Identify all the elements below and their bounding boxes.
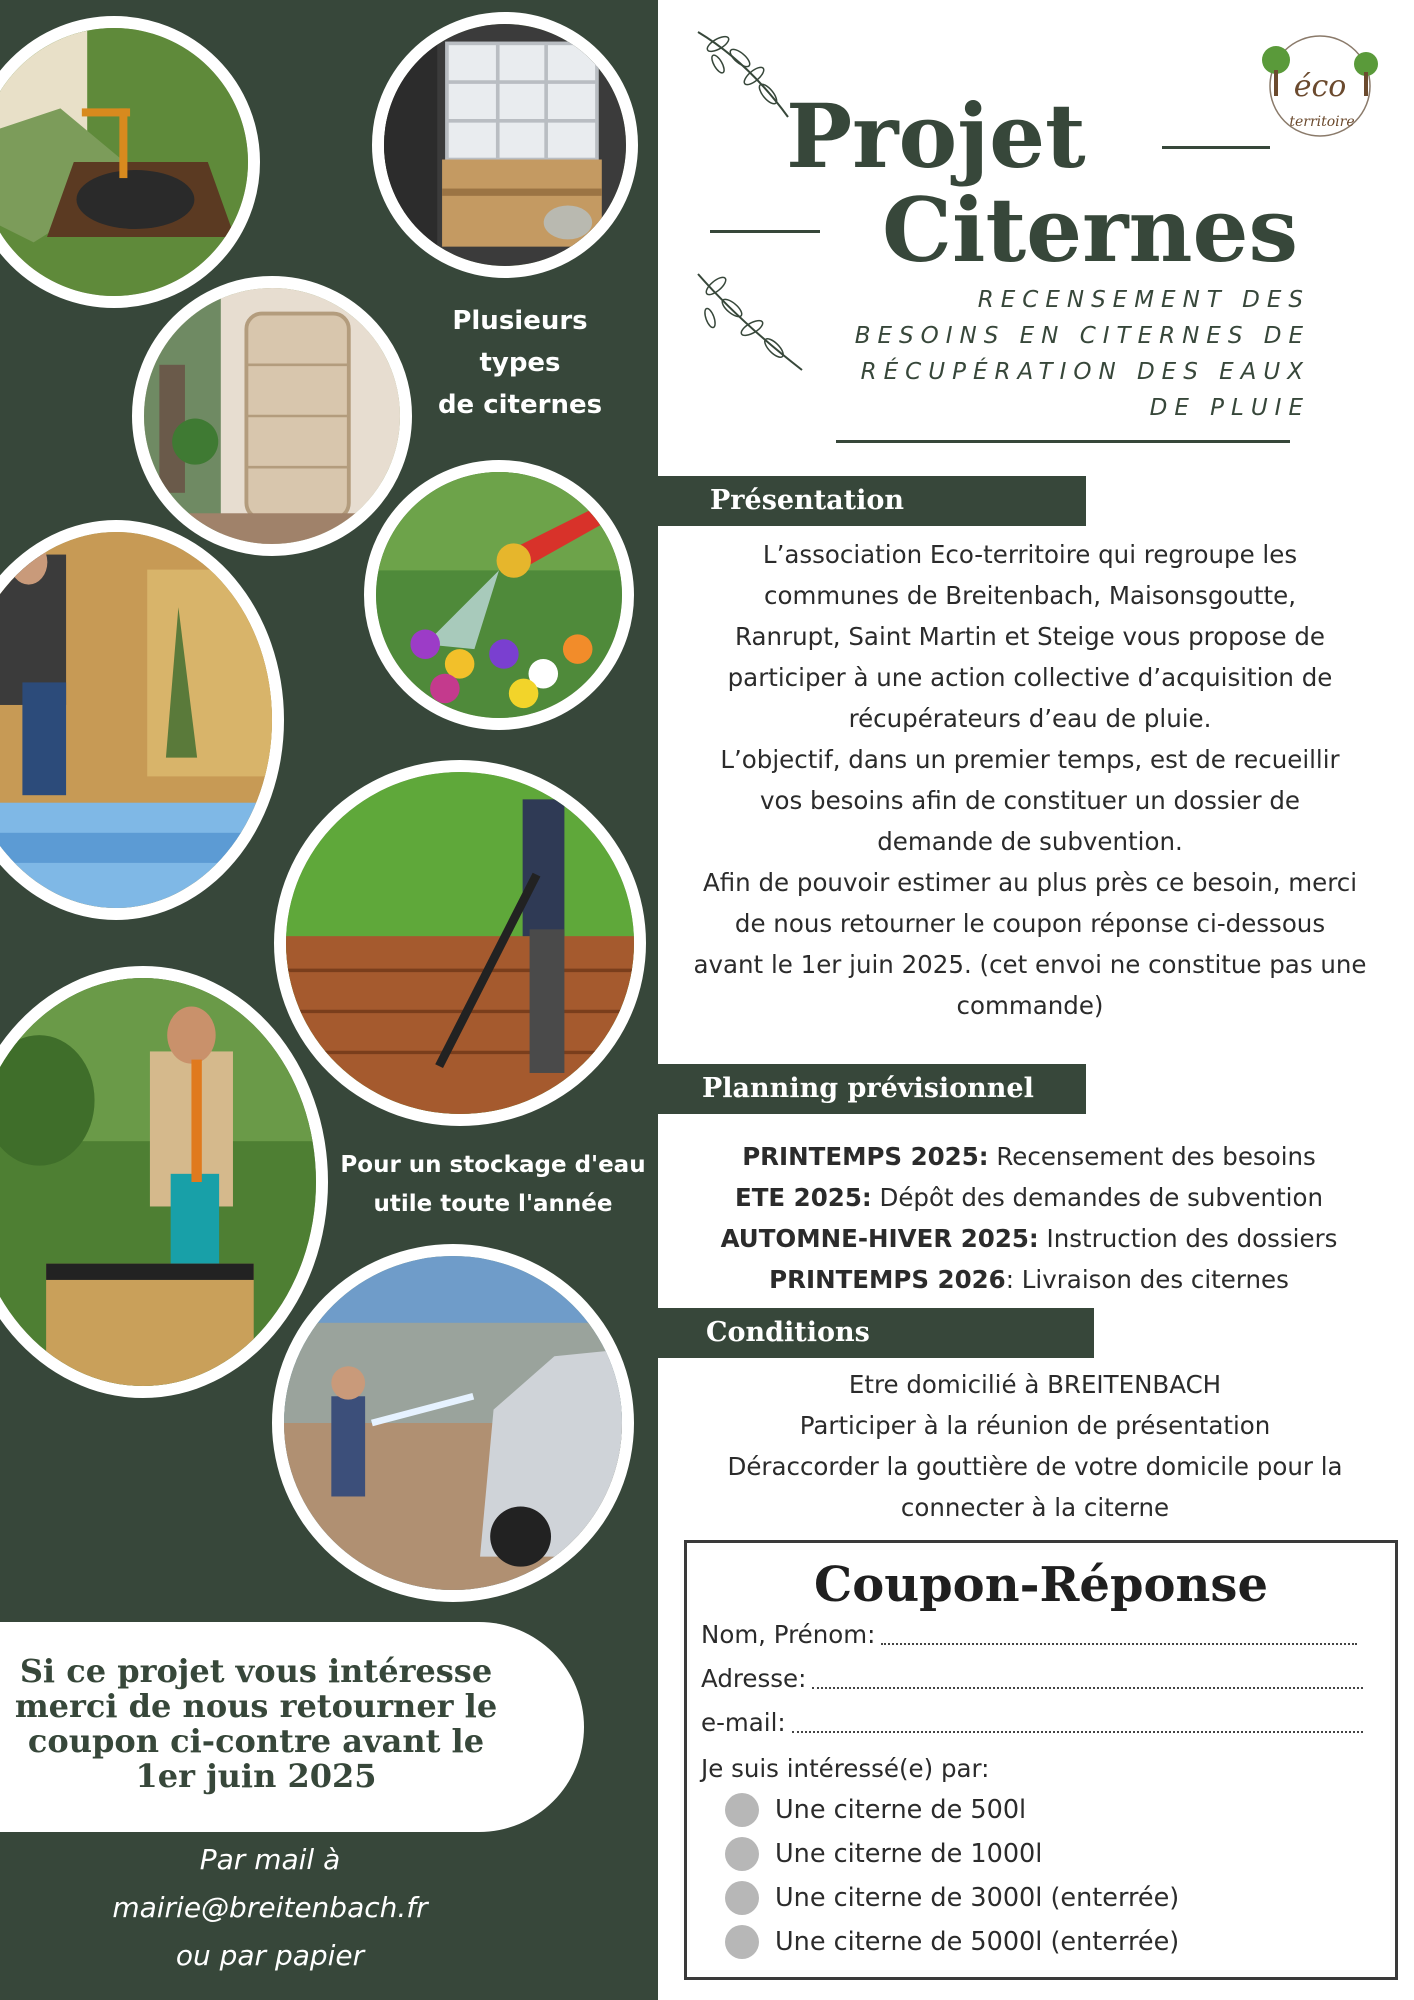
send-info [60, 1836, 480, 1980]
planning-row [660, 1218, 1398, 1259]
underground-tank-photo [0, 16, 260, 308]
subtitle-line: BESOINS EN CITERNES DE [854, 323, 1310, 349]
presentation-line: avant le 1er juin 2025. (cet envoi ne constitue pas une [693, 950, 1367, 979]
email-field-line[interactable] [792, 1711, 1363, 1733]
presentation-line: L’objectif, dans un premier temps, est de recueillir [720, 745, 1340, 774]
title-line-2: Citernes [882, 178, 1298, 282]
presentation-line: Ranrupt, Saint Martin et Steige vous propose de [735, 622, 1325, 651]
planning-row-text: Dépôt des demandes de subvention [871, 1183, 1324, 1212]
logo-word: éco [1293, 69, 1347, 104]
condition-line: Etre domicilié à BREITENBACH [848, 1370, 1222, 1399]
subtitle-divider [836, 440, 1290, 443]
terrace-cleaning-photo [274, 760, 646, 1126]
watering-can-flowers-photo [364, 460, 634, 730]
email-field-label: e-mail: [701, 1708, 786, 1737]
address-field-line[interactable] [812, 1667, 1363, 1689]
option-label: Une citerne de 500l [775, 1795, 1027, 1825]
left-panel [0, 0, 658, 2000]
presentation-line: L’association Eco-territoire qui regroupe les [762, 540, 1298, 569]
name-field-line[interactable] [881, 1623, 1357, 1645]
option-label: Une citerne de 5000l (enterrée) [775, 1927, 1180, 1957]
name-field[interactable] [701, 1619, 1357, 1651]
planning-row-label: ETE 2025: [734, 1183, 872, 1212]
radio-button[interactable] [725, 1793, 759, 1827]
planning-row-label: AUTOMNE-HIVER 2025: [720, 1224, 1039, 1253]
condition-line: Participer à la réunion de présentation [799, 1411, 1271, 1440]
types-caption-line: Plusieurs [452, 306, 588, 336]
presentation-heading: Présentation [658, 476, 1086, 526]
option-1000l[interactable] [725, 1837, 1042, 1871]
cta-line: 1er juin 2025 [135, 1757, 377, 1795]
subtitle-line: RECENSEMENT DES [977, 287, 1310, 313]
cta-line: merci de nous retourner le [14, 1687, 498, 1725]
garden-pump-photo [0, 966, 328, 1398]
planning-list [660, 1136, 1398, 1300]
interest-label: Je suis intéressé(e) par: [701, 1754, 990, 1783]
leaf-branch-icon [690, 262, 810, 382]
condition-line: connecter à la citerne [900, 1493, 1170, 1522]
eco-territoire-logo [1252, 30, 1388, 142]
subtitle-line: RÉCUPÉRATION DES EAUX [860, 359, 1310, 385]
option-3000l[interactable] [725, 1881, 1179, 1915]
cta-line: Si ce projet vous intéresse [19, 1652, 493, 1690]
presentation-line: communes de Breitenbach, Maisonsgoutte, [763, 581, 1296, 610]
cta-line: coupon ci-contre avant le [27, 1722, 485, 1760]
pool-filling-photo [0, 520, 284, 920]
types-caption-line: types [479, 348, 561, 378]
radio-button[interactable] [725, 1925, 759, 1959]
address-field-label: Adresse: [701, 1664, 807, 1693]
subtitle-line: DE PLUIE [1149, 395, 1310, 421]
option-label: Une citerne de 1000l [775, 1839, 1043, 1869]
planning-row-label: PRINTEMPS 2025: [742, 1142, 989, 1171]
planning-row-text: Instruction des dossiers [1038, 1224, 1338, 1253]
presentation-line: vos besoins afin de constituer un dossier de [760, 786, 1300, 815]
planning-row [660, 1177, 1398, 1218]
presentation-text [670, 534, 1390, 1026]
title-divider [1162, 146, 1270, 149]
email-link[interactable]: mairie@breitenbach.fr [112, 1891, 428, 1924]
radio-button[interactable] [725, 1881, 759, 1915]
types-caption-line: de citernes [437, 390, 603, 420]
presentation-line: demande de subvention. [877, 827, 1183, 856]
email-field[interactable] [701, 1707, 1363, 1739]
wall-tank-photo [132, 276, 412, 556]
presentation-line: Afin de pouvoir estimer au plus près ce besoin, merci [702, 868, 1358, 897]
condition-line: Déraccorder la gouttière de votre domicile pour la [727, 1452, 1343, 1481]
planning-row-label: PRINTEMPS 2026 [769, 1265, 1006, 1294]
send-line: ou par papier [175, 1939, 365, 1972]
presentation-line: de nous retourner le coupon réponse ci-dessous [734, 909, 1326, 938]
conditions-heading: Conditions [658, 1308, 1094, 1358]
leaf-branch-icon [688, 22, 798, 122]
title-divider [710, 230, 820, 233]
planning-row-text: Recensement des besoins [988, 1142, 1316, 1171]
planning-row-text: : Livraison des citernes [1005, 1265, 1289, 1294]
subtitle [800, 282, 1310, 426]
planning-row [660, 1259, 1398, 1300]
cta-text [0, 1654, 512, 1794]
coupon-form [684, 1540, 1398, 1980]
storage-caption-line: utile toute l'année [373, 1191, 613, 1217]
option-500l[interactable] [725, 1793, 1026, 1827]
storage-caption [332, 1146, 654, 1224]
send-line: Par mail à [199, 1843, 341, 1876]
presentation-line: récupérateurs d’eau de pluie. [848, 704, 1212, 733]
radio-button[interactable] [725, 1837, 759, 1871]
name-field-label: Nom, Prénom: [701, 1620, 876, 1649]
logo-tagline: territoire [1289, 114, 1355, 130]
address-field[interactable] [701, 1663, 1363, 1695]
ibc-tank-photo [372, 12, 638, 278]
presentation-line: commande) [956, 991, 1104, 1020]
option-5000l[interactable] [725, 1925, 1179, 1959]
types-caption [420, 300, 620, 426]
conditions-list [670, 1364, 1400, 1528]
option-label: Une citerne de 3000l (enterrée) [775, 1883, 1180, 1913]
planning-heading: Planning prévisionnel [658, 1064, 1086, 1114]
presentation-line: participer à une action collective d’acquisition de [727, 663, 1333, 692]
car-washing-photo [272, 1244, 634, 1602]
title-line-1: Projet [786, 84, 1086, 188]
coupon-title: Coupon-Réponse [814, 1557, 1268, 1613]
planning-row [660, 1136, 1398, 1177]
storage-caption-line: Pour un stockage d'eau [340, 1152, 646, 1178]
